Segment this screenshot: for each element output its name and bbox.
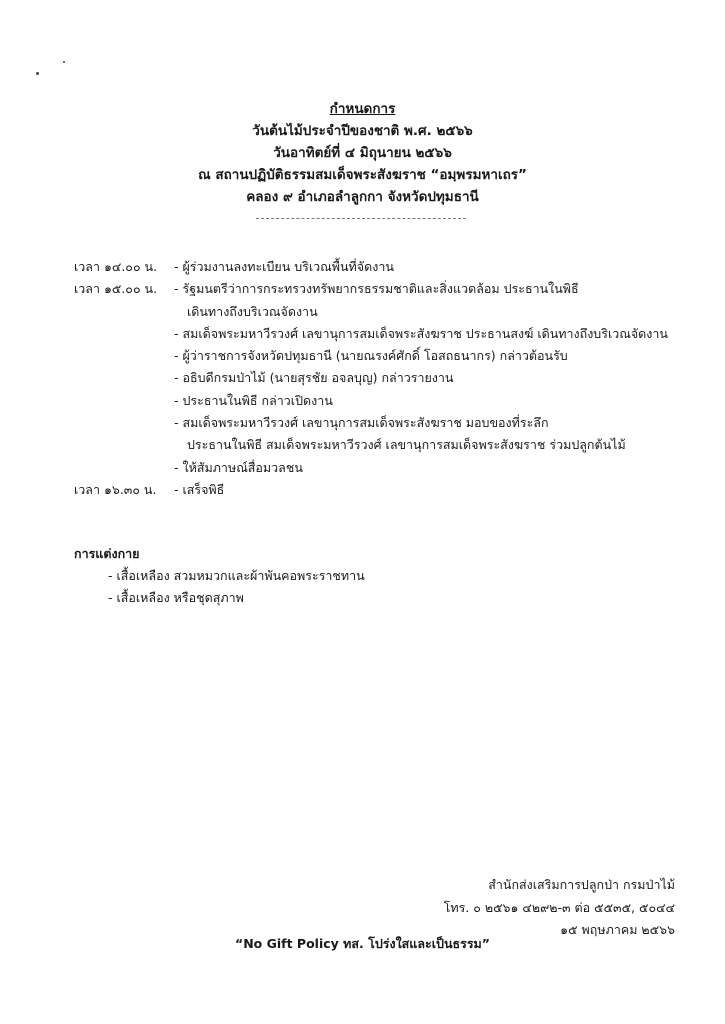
schedule-row xyxy=(74,457,714,479)
schedule-item: - ผู้ร่วมงานลงทะเบียน บริเวณพื้นที่จัดงาน xyxy=(174,259,394,274)
schedule-row xyxy=(74,256,714,278)
dress-code-item: - เสื้อเหลือง สวมหมวกและผ้าพันคอพระราชทาน xyxy=(108,568,365,583)
schedule-item: - ประธานในพิธี กล่าวเปิดงาน xyxy=(174,392,333,408)
schedule-time xyxy=(74,412,174,434)
schedule-time xyxy=(74,434,174,456)
issuer-block xyxy=(444,874,675,942)
schedule-row xyxy=(74,479,714,501)
schedule-item: - เสร็จพิธี xyxy=(174,481,225,497)
event-name: วันต้นไม้ประจำปีของชาติ พ.ศ. ๒๕๖๖ xyxy=(252,123,473,139)
schedule-list xyxy=(74,256,714,501)
issuer-phone: โทร. ๐ ๒๕๖๑ ๔๒๙๒-๓ ต่อ ๕๕๓๕, ๕๐๔๔ xyxy=(443,899,675,915)
schedule-item: - อธิบดีกรมป่าไม้ (นายสุรชัย อจลบุญ) กล่าวรายงาน xyxy=(174,370,454,386)
schedule-time xyxy=(74,390,174,412)
event-date: วันอาทิตย์ที่ ๔ มิถุนายน ๒๕๖๖ xyxy=(273,145,452,161)
schedule-time xyxy=(74,367,174,389)
schedule-time xyxy=(74,323,174,345)
schedule-row xyxy=(74,278,714,300)
dress-code-heading: การแต่งกาย xyxy=(74,546,140,561)
schedule-item: - สมเด็จพระมหาวีรวงศ์ เลขานุการสมเด็จพระสังฆราช มอบของที่ระลึก xyxy=(174,415,549,431)
document-header xyxy=(0,98,725,208)
schedule-time xyxy=(74,457,174,479)
dress-code-item: - เสื้อเหลือง หรือชุดสุภาพ xyxy=(108,590,244,605)
schedule-row xyxy=(74,345,714,367)
no-gift-policy: “No Gift Policy ทส. โปร่งใสและเป็นธรรม” xyxy=(234,936,491,951)
schedule-time: เวลา ๑๔.๐๐ น. xyxy=(74,259,158,274)
schedule-item: - ให้สัมภาษณ์สื่อมวลชน xyxy=(174,459,303,475)
schedule-row xyxy=(74,367,714,389)
schedule-row xyxy=(74,301,714,323)
document-title: กำหนดการ xyxy=(329,101,396,117)
schedule-item: ประธานในพิธี สมเด็จพระมหาวีรวงศ์ เลขานุการสมเด็จพระสังฆราช ร่วมปลูกต้นไม้ xyxy=(187,437,626,453)
schedule-time xyxy=(74,345,174,367)
issue-date: ๑๕ พฤษภาคม ๒๕๖๖ xyxy=(560,922,675,937)
issuer-office: สำนักส่งเสริมการปลูกป่า กรมป่าไม้ xyxy=(488,877,675,892)
schedule-item: - ผู้ว่าราชการจังหวัดปทุมธานี (นายณรงค์ศักดิ์ โอสถธนากร) กล่าวต้อนรับ xyxy=(174,348,568,364)
scan-speck xyxy=(63,61,65,63)
event-location: คลอง ๙ อำเภอลำลูกกา จังหวัดปทุมธานี xyxy=(246,189,479,205)
header-divider xyxy=(256,218,466,219)
schedule-row xyxy=(74,390,714,412)
schedule-row xyxy=(74,323,714,345)
schedule-item: - รัฐมนตรีว่าการกระทรวงทรัพยากรธรรมชาติและสิ่งแวดล้อม ประธานในพิธี xyxy=(174,281,579,297)
schedule-row xyxy=(74,412,714,434)
schedule-item: - สมเด็จพระมหาวีรวงศ์ เลขานุการสมเด็จพระสังฆราช ประธานสงฆ์ เดินทางถึงบริเวณจัดงาน xyxy=(174,325,668,341)
schedule-item: เดินทางถึงบริเวณจัดงาน xyxy=(187,303,318,319)
scan-speck xyxy=(36,72,39,75)
event-venue: ณ สถานปฏิบัติธรรมสมเด็จพระสังฆราช “อมฺพรมหาเถร” xyxy=(198,167,527,183)
schedule-time: เวลา ๑๖.๓๐ น. xyxy=(74,481,157,497)
schedule-time: เวลา ๑๕.๐๐ น. xyxy=(74,281,158,297)
schedule-row xyxy=(74,434,714,456)
schedule-time xyxy=(74,301,174,323)
dress-code-section xyxy=(74,543,365,609)
